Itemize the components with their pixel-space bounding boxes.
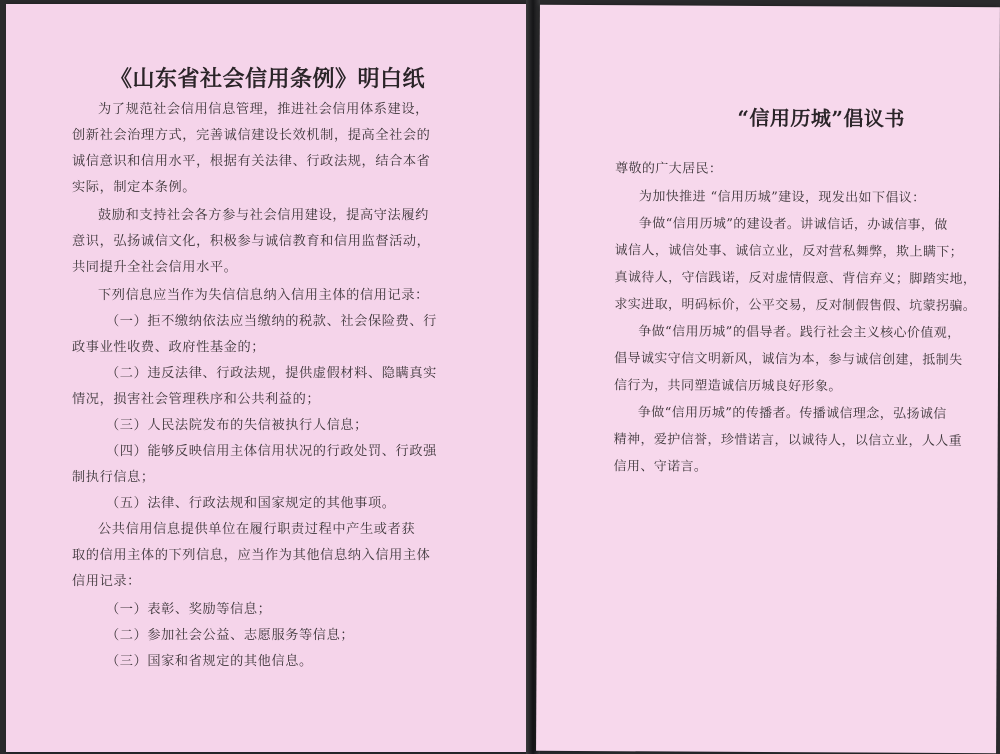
left-line: 政事业性收费、政府性基金的； [72,340,266,355]
right-sheet-title: “信用历城”倡议书 [737,105,905,131]
right-line: 为加快推进 “信用历城”建设，现发出如下倡议： [638,189,926,206]
left-line: 诚信意识和信用水平，根据有关法律、行政法规，结合本省 [72,154,431,169]
left-line: 实际，制定本条例。 [72,180,197,195]
right-sheet-document [536,5,1000,753]
left-line: （二）参加社会公益、志愿服务等信息； [106,628,355,643]
left-line: 取的信用主体的下列信息，应当作为其他信息纳入信用主体 [72,548,431,563]
left-line: （五）法律、行政法规和国家规定的其他事项。 [106,496,396,511]
right-line: 争做“信用历城”的传播者。传播诚信理念，弘扬诚信 [637,405,947,422]
right-line: 倡导诚实守信文明新风，诚信为本，参与诚信创建，抵制失 [614,351,963,369]
left-line: 创新社会治理方式，完善诚信建设长效机制，提高全社会的 [72,128,431,143]
left-line: 信用记录： [72,574,141,589]
left-line: （一）表彰、奖励等信息； [106,602,272,617]
left-line: （三）人民法院发布的失信被执行人信息； [106,418,368,433]
left-line: 情况，损害社会管理秩序和公共利益的； [72,392,321,407]
left-line: 意识，弘扬诚信文化，积极参与诚信教育和信用监督活动， [72,234,431,249]
right-line: 争做“信用历城”的倡导者。践行社会主义核心价值观， [638,324,961,342]
left-line: 为了规范社会信用信息管理，推进社会信用体系建设， [98,102,429,117]
left-line: 下列信息应当作为失信信息纳入信用主体的信用记录： [98,288,429,303]
left-line: （二）违反法律、行政法规，提供虚假材料、隐瞒真实 [106,366,437,381]
right-line: 求实进取，明码标价，公平交易，反对制假售假、坑蒙拐骗。 [614,297,977,315]
left-line: （三）国家和省规定的其他信息。 [106,654,313,669]
left-line: （四）能够反映信用主体信用状况的行政处罚、行政强 [106,444,437,459]
right-line: 尊敬的广大居民： [615,161,723,177]
right-line: 精神，爱护信誉，珍惜诺言，以诚待人，以信立业，人人重 [613,432,963,450]
right-line: 信用、守诺言。 [613,459,708,475]
left-line: 制执行信息； [72,470,155,485]
right-line: 真诚待人，守信践诺，反对虚情假意、背信弃义；脚踏实地， [614,270,977,288]
left-line: 鼓励和支持社会各方参与社会信用建设，提高守法履约 [98,208,429,223]
left-sheet-title: 《山东省社会信用条例》明白纸 [110,66,426,92]
left-sheet-document [6,4,528,752]
right-line: 诚信人，诚信处事、诚信立业，反对营私舞弊，欺上瞒下； [614,243,964,261]
left-line: （一）拒不缴纳依法应当缴纳的税款、社会保险费、行 [106,314,437,329]
right-line: 信行为，共同塑造诚信历城良好形象。 [613,378,842,395]
right-line: 争做“信用历城”的建设者。讲诚信话，办诚信事，做 [638,216,948,233]
left-line: 公共信用信息提供单位在履行职责过程中产生或者获 [98,522,416,537]
left-line: 共同提升全社会信用水平。 [72,260,238,275]
